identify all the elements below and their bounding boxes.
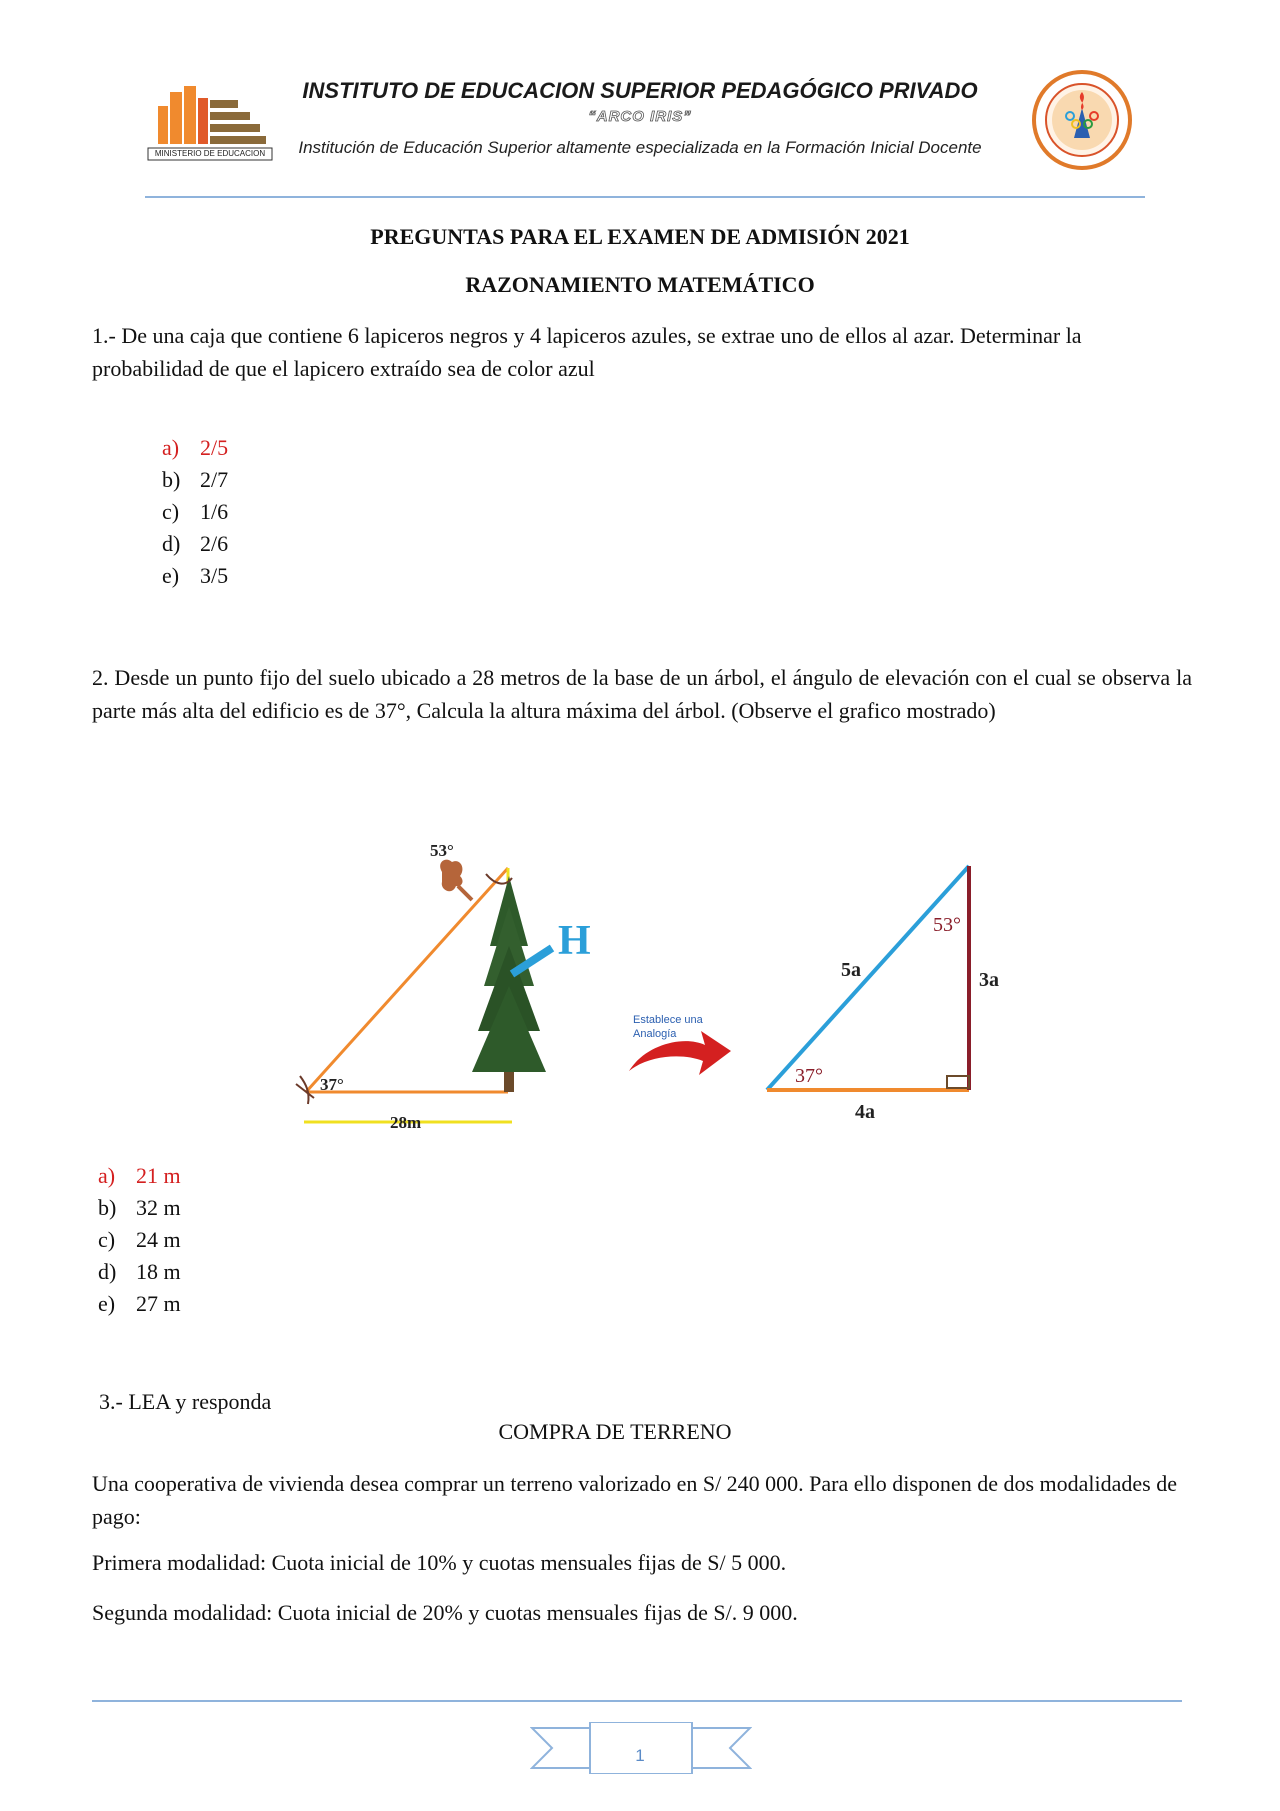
triangle-bottom-angle: 37° [795, 1065, 823, 1087]
institute-name: “ARCO IRIS” [588, 108, 692, 125]
option-d: d) 2/6 [162, 531, 229, 556]
tree-elevation-figure [290, 836, 630, 1136]
option-d: d) 18 m [98, 1259, 181, 1284]
question-3-paragraph-2: Primera modalidad: Cuota inicial de 10% y cuotas mensuales fijas de S/ 5 000. [92, 1550, 787, 1575]
question-3-paragraph-1: Una cooperativa de vivienda desea comprar un terreno valorizado en S/ 240 000. Para ello disponen de dos modalidades de pago: [92, 1471, 1177, 1529]
right-angle-mark [947, 1076, 969, 1088]
question-1-options [162, 432, 228, 592]
section-title: RAZONAMIENTO MATEMÁTICO [465, 272, 815, 297]
bottom-angle-label: 37° [320, 1075, 344, 1094]
option-c: c) 1/6 [162, 499, 229, 524]
base-label: 28m [390, 1113, 422, 1132]
triangle-hyp-label: 5a [841, 959, 861, 981]
page-number: 1 [635, 1746, 645, 1765]
exam-title: PREGUNTAS PARA EL EXAMEN DE ADMISIÓN 2021 [370, 224, 910, 249]
option-a: a) 21 m [98, 1163, 181, 1188]
question-3-paragraph-3: Segunda modalidad: Cuota inicial de 20% y cuotas mensuales fijas de S/. 9 000. [92, 1600, 798, 1625]
footer-rule [92, 1700, 1182, 1702]
option-a: a) 2/5 [162, 435, 229, 460]
triangle-base-label: 4a [855, 1101, 875, 1123]
analogy-text-line1: Establece una [633, 1014, 703, 1026]
right-triangle-figure [755, 856, 1025, 1126]
question-2-text: 2. Desde un punto fijo del suelo ubicado a 28 metros de la base de un árbol, el ángulo de elevación con el cual se observa la parte más alta del edificio es de 37°, Calcula la altura máxima del árbol. (Observe el grafico mostrado) [92, 665, 1192, 723]
question-1-text: 1.- De una caja que contiene 6 lapiceros negros y 4 lapiceros azules, se extrae uno de ellos al azar. Determinar la probabilidad de que el lapicero extraído sea de color azul [92, 323, 1082, 381]
triangle-top-angle: 53° [933, 914, 961, 936]
ministry-label: MINISTERIO DE EDUCACION [154, 149, 266, 158]
top-angle-label: 53° [430, 841, 454, 860]
height-label: H [558, 918, 591, 964]
tree-icon [472, 876, 546, 1092]
option-c: c) 24 m [98, 1227, 181, 1252]
question-3-title: COMPRA DE TERRENO [498, 1419, 732, 1444]
triangle-side-label: 3a [979, 969, 999, 991]
triangle-hypotenuse [767, 866, 969, 1090]
institute-title: INSTITUTO DE EDUCACION SUPERIOR PEDAGÓGICO PRIVADO [302, 78, 978, 103]
institute-subtitle: Institución de Educación Superior altamente especializada en la Formación Inicial Docente [298, 138, 982, 157]
question-3-intro: 3.- LEA y responda [99, 1389, 272, 1414]
option-e: e) 3/5 [162, 563, 229, 588]
option-b: b) 2/7 [162, 467, 229, 492]
analogy-text-line2: Analogía [633, 1028, 677, 1040]
option-b: b) 32 m [98, 1195, 181, 1220]
analogy-arrow-icon [625, 1005, 735, 1085]
hypotenuse-line [306, 868, 508, 1092]
option-e: e) 27 m [98, 1291, 181, 1316]
institute-seal [1030, 68, 1134, 172]
header-rule [145, 196, 1145, 198]
question-2-options [98, 1160, 181, 1320]
